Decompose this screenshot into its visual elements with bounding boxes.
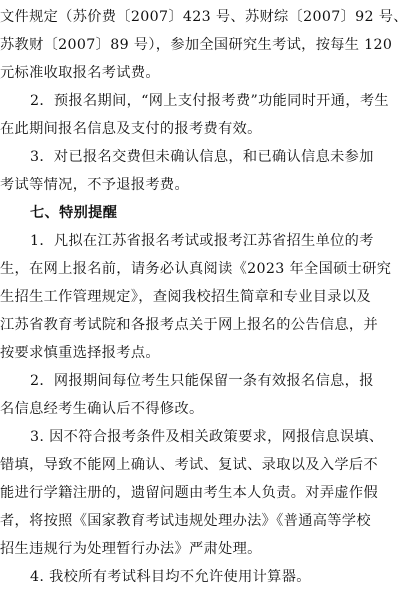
- reminder-3-line-2: 错填，导致不能网上确认、考试、复试、录取以及入学后不: [0, 457, 378, 473]
- paragraph-3-line-2: 考试等情况，不予退报考费。: [0, 177, 189, 193]
- section-heading: 七、特别提醒: [30, 205, 118, 221]
- reminder-1-line-3: 生招生工作管理规定》，查阅我校招生简章和专业目录以及: [0, 289, 371, 305]
- reminder-3-line-5: 招生违规行为处理暂行办法》严肃处理。: [0, 541, 262, 557]
- reminder-3-line-1: 3. 因不符合报考条件及相关政策要求，网报信息误填、: [30, 429, 384, 445]
- reminder-2-line-1: 2．网报期间每位考生只能保留一条有效报名信息，报: [30, 373, 374, 389]
- text-line-3: 元标准收取报名考试费。: [0, 65, 160, 81]
- paragraph-3-line-1: 3．对已报名交费但未确认信息，和已确认信息未参加: [30, 149, 374, 165]
- reminder-1-line-5: 按要求慎重选择报考点。: [0, 345, 160, 361]
- reminder-1-line-2: 生，在网上报名前，请务必认真阅读《2023 年全国硕士研究: [0, 261, 392, 277]
- paragraph-2-line-2: 在此期间报名信息及支付的报考费有效。: [0, 121, 262, 137]
- reminder-1-line-4: 江苏省教育考试院和各报考点关于网上报名的公告信息，并: [0, 317, 378, 333]
- text-line-2: 苏教财〔2007〕89 号），参加全国研究生考试，按每生 120: [0, 37, 393, 53]
- paragraph-2-line-1: 2．预报名期间，“网上支付报考费”功能同时开通，考生: [30, 93, 389, 109]
- reminder-2-line-2: 名信息经考生确认后不得修改。: [0, 401, 204, 417]
- reminder-3-line-3: 能进行学籍注册的，遗留问题由考生本人负责。对弄虚作假: [0, 485, 378, 501]
- text-line-1: 文件规定（苏价费〔2007〕423 号、苏财综〔2007〕92 号、: [0, 9, 408, 25]
- reminder-4-line-1: 4. 我校所有考试科目均不允许使用计算器。: [30, 569, 311, 585]
- reminder-1-line-1: 1．凡拟在江苏省报名考试或报考江苏省招生单位的考: [30, 233, 374, 249]
- reminder-3-line-4: 者，将按照《国家教育考试违规处理办法》《普通高等学校: [0, 513, 371, 529]
